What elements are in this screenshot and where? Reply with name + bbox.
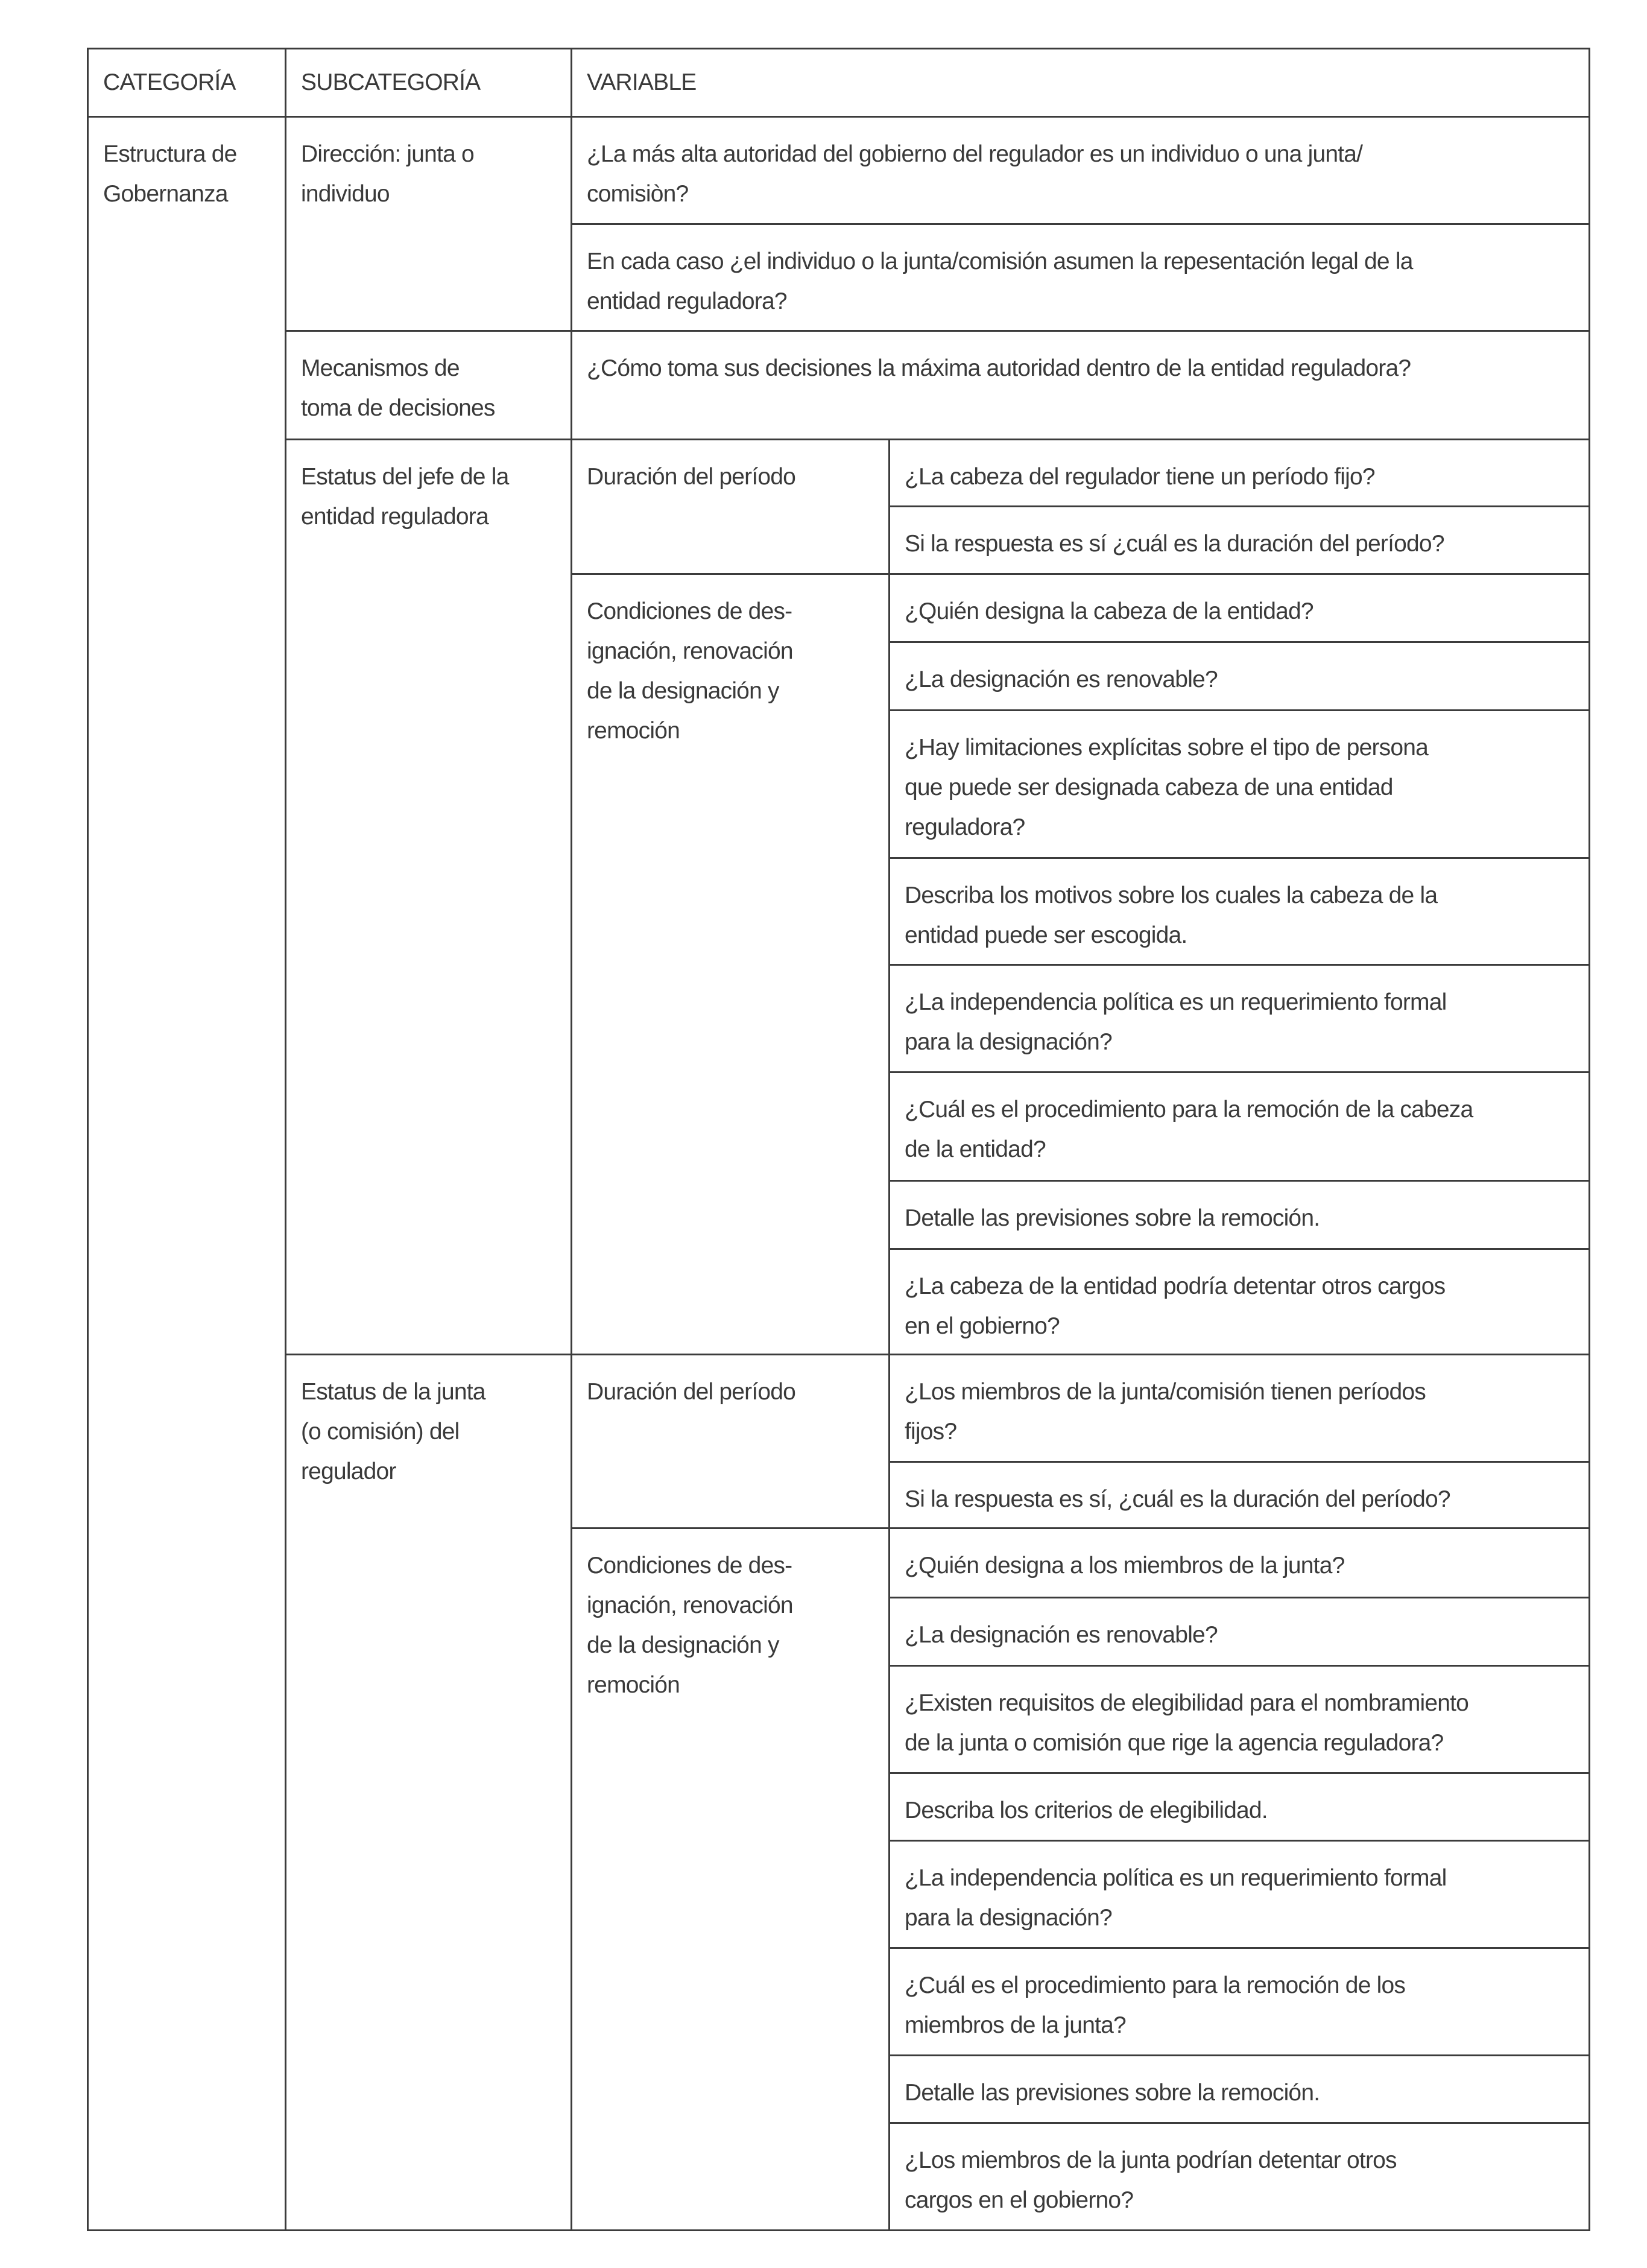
header-row (88, 49, 1590, 117)
variable-cell: ¿La cabeza del regulador tiene un período fijo? (890, 440, 1590, 507)
variable-cell: ¿Quién designa la cabeza de la entidad? (890, 574, 1590, 642)
jefe-duracion: Duración del período (572, 440, 890, 574)
table-row (88, 117, 1590, 224)
subcategory-junta: Estatus de la junta (o comisión) del regulador (286, 1355, 572, 2231)
category-cell: Estructura de Gobernanza (88, 117, 286, 2231)
variable-cell: Describa los criterios de elegibilidad. (890, 1773, 1590, 1841)
variable-cell: ¿La designación es renovable? (890, 642, 1590, 711)
table-row (88, 331, 1590, 440)
subcategory-jefe: Estatus del jefe de la entidad reguladora (286, 440, 572, 1355)
variable-cell: ¿La independencia política es un requerimiento formal para la designación? (890, 965, 1590, 1072)
table-row (88, 440, 1590, 507)
header-variable: VARIABLE (572, 49, 1590, 117)
variable-cell: ¿La más alta autoridad del gobierno del regulador es un individuo o una junta/ comisiòn? (572, 117, 1590, 224)
governance-table (87, 48, 1590, 2231)
table-row (88, 1355, 1590, 1462)
subcategory-direccion: Dirección: junta o individuo (286, 117, 572, 331)
variable-cell: Si la respuesta es sí, ¿cuál es la duración del período? (890, 1462, 1590, 1528)
variable-cell: ¿La designación es renovable? (890, 1598, 1590, 1666)
variable-cell: ¿Los miembros de la junta podrían detentar otros cargos en el gobierno? (890, 2123, 1590, 2231)
variable-cell: ¿La cabeza de la entidad podría detentar otros cargos en el gobierno? (890, 1249, 1590, 1355)
variable-cell: ¿La independencia política es un requerimiento formal para la designación? (890, 1841, 1590, 1948)
variable-cell: ¿Quién designa a los miembros de la junta? (890, 1528, 1590, 1598)
variable-cell: ¿Hay limitaciones explícitas sobre el tipo de persona que puede ser designada cabeza de una entidad reguladora? (890, 711, 1590, 858)
variable-cell: ¿Los miembros de la junta/comisión tienen períodos fijos? (890, 1355, 1590, 1462)
header-categoria: CATEGORÍA (88, 49, 286, 117)
variable-cell: ¿Cómo toma sus decisiones la máxima autoridad dentro de la entidad reguladora? (572, 331, 1590, 440)
subcategory-mecanismos: Mecanismos de toma de decisiones (286, 331, 572, 440)
variable-cell: ¿Cuál es el procedimiento para la remoción de la cabeza de la entidad? (890, 1072, 1590, 1181)
variable-cell: ¿Existen requisitos de elegibilidad para el nombramiento de la junta o comisión que rige la agencia reguladora? (890, 1666, 1590, 1773)
jefe-condiciones: Condiciones de des- ignación, renovación de la designación y remoción (572, 574, 890, 1355)
junta-condiciones: Condiciones de des- ignación, renovación de la designación y remoción (572, 1528, 890, 2231)
variable-cell: Detalle las previsiones sobre la remoción. (890, 1181, 1590, 1249)
variable-cell: ¿Cuál es el procedimiento para la remoción de los miembros de la junta? (890, 1948, 1590, 2056)
variable-cell: Detalle las previsiones sobre la remoción. (890, 2056, 1590, 2123)
junta-duracion: Duración del período (572, 1355, 890, 1528)
variable-cell: En cada caso ¿el individuo o la junta/comisión asumen la repesentación legal de la entidad reguladora? (572, 224, 1590, 331)
variable-cell: Si la respuesta es sí ¿cuál es la duración del período? (890, 507, 1590, 574)
header-subcategoria: SUBCATEGORÍA (286, 49, 572, 117)
variable-cell: Describa los motivos sobre los cuales la cabeza de la entidad puede ser escogida. (890, 858, 1590, 965)
